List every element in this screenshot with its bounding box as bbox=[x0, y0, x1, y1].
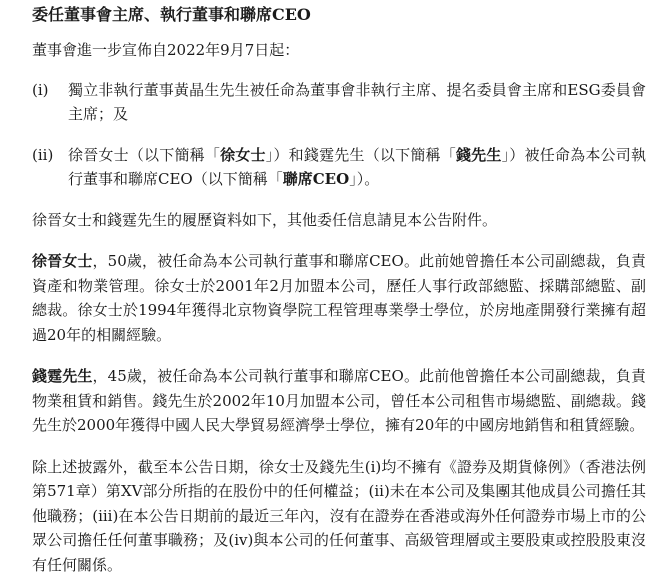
bio-qian-ting bbox=[32, 364, 646, 438]
list-item-text bbox=[68, 143, 646, 192]
summary-paragraph: 徐晉女士和錢霆先生的履歷資料如下，其他委任信息請見本公告附件。 bbox=[32, 208, 646, 233]
intro-paragraph: 董事會進一步宣佈自2022年9月7日起： bbox=[32, 38, 646, 63]
list-item-i bbox=[32, 78, 646, 127]
disclosure-paragraph: 除上述披露外，截至本公告日期，徐女士及錢先生(i)均不擁有《證券及期貨條例》（香港法例第571章）第XV部分所指的在股份中的任何權益；(ii)未在本公司及集團其他成員公司擔任其他職務；(iii)在本公告日期前的最近三年內，沒有在證券在香港或海外任何證券市場上市的公眾公司擔任任何董事職務；及(iv)與本公司的任何董事、高級管理層或主要股東或控股股東沒有任何關係。 bbox=[32, 455, 646, 577]
bio-name: 錢霆先生 bbox=[32, 367, 93, 385]
list-marker: (ii) bbox=[32, 143, 68, 192]
defined-term-xu: 徐女士 bbox=[220, 146, 266, 164]
list-item-text: 獨立非執行董事黃晶生先生被任命為董事會非執行主席、提名委員會主席和ESG委員會主席；及 bbox=[68, 78, 646, 127]
list-item-ii bbox=[32, 143, 646, 192]
bio-text: ，50歲，被任命為本公司執行董事和聯席CEO。此前她曾擔任本公司副總裁，負責資產和物業管理。徐女士於2001年2月加盟本公司，歷任人事行政部總監、採購部總監、副總裁。徐女士於1994年獲得北京物資學院工程管理專業學士學位，於房地產開發行業擁有超過20年的相關經驗。 bbox=[32, 252, 646, 344]
defined-term-qian: 錢先生 bbox=[456, 146, 502, 164]
bio-text: ，45歲，被任命為本公司執行董事和聯席CEO。此前他曾擔任本公司副總裁，負責物業租賃和銷售。錢先生於2002年10月加盟本公司，曾任本公司租售市場總監、副總裁。錢先生於2000年獲得中國人民大學貿易經濟學士學位，擁有20年的中國房地銷售和租賃經驗。 bbox=[32, 367, 646, 434]
bio-xu-jin bbox=[32, 249, 646, 347]
bio-name: 徐晉女士 bbox=[32, 252, 93, 270]
defined-term-co-ceo: 聯席CEO bbox=[283, 170, 349, 188]
section-heading: 委任董事會主席、執行董事和聯席CEO bbox=[32, 4, 646, 26]
text-run: 」）和錢霆先生（以下簡稱「 bbox=[266, 146, 456, 164]
text-run: 」）被任命為本公司執行董事和聯席CEO（以下簡稱「 bbox=[68, 146, 646, 189]
list-marker: (i) bbox=[32, 78, 68, 127]
text-run: 徐晉女士（以下簡稱「 bbox=[68, 146, 220, 164]
text-run: 」）。 bbox=[349, 170, 379, 188]
